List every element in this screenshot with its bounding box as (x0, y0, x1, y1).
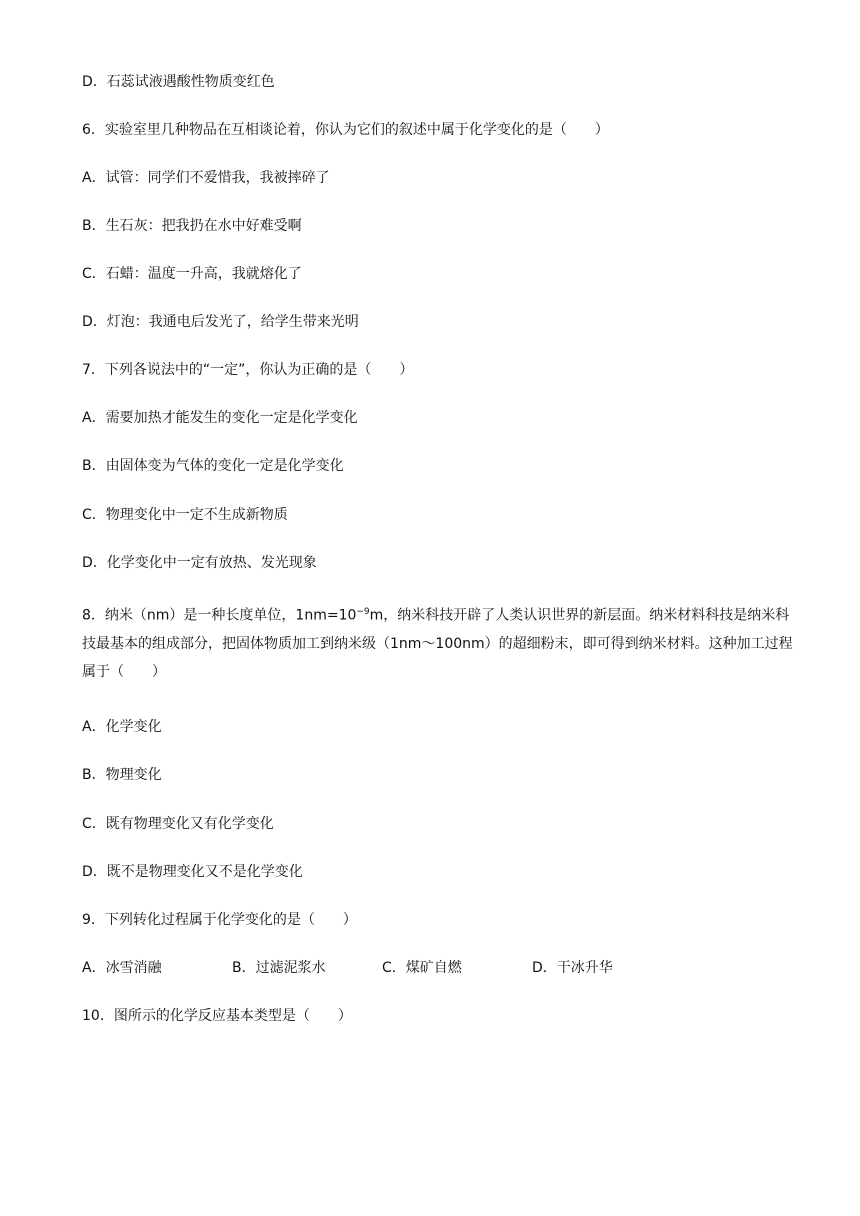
q7-option-b: B．由固体变为气体的变化一定是化学变化 (82, 458, 344, 474)
q8-stem-exponent: −9 (356, 607, 370, 617)
q9-stem: 9．下列转化过程属于化学变化的是（ ） (82, 912, 357, 928)
q8-option-b: B．物理变化 (82, 767, 162, 783)
q6-option-d: D．灯泡：我通电后发光了，给学生带来光明 (82, 314, 359, 330)
q9-options (82, 958, 782, 978)
q7-stem: 7．下列各说法中的“一定”，你认为正确的是（ ） (82, 362, 414, 378)
q9-option-a: A．冰雪消融 (82, 960, 162, 976)
q8-stem-part2: m，纳米科技开辟了人类认识世界的新层面。纳米材料科技是纳米科技最基本的组成部分，把固体物质加工到纳米级（1nm～100nm）的超细粉末，即可得到纳米材料。这种加工过程属于（ ） (82, 607, 793, 680)
q6-stem: 6．实验室里几种物品在互相谈论着，你认为它们的叙述中属于化学变化的是（ ） (82, 122, 609, 138)
q8-option-a: A．化学变化 (82, 719, 162, 735)
q6-option-a: A．试管：同学们不爱惜我，我被摔碎了 (82, 170, 330, 186)
q9-option-d: D．干冰升华 (532, 960, 613, 976)
q9-option-c: C．煤矿自燃 (382, 960, 462, 976)
q9-option-b: B．过滤泥浆水 (232, 960, 326, 976)
q8-stem-part1: 8．纳米（nm）是一种长度单位，1nm=10 (82, 607, 357, 624)
q5-option-d: D．石蕊试液遇酸性物质变红色 (82, 74, 275, 90)
q6-option-c: C．石蜡：温度一升高，我就熔化了 (82, 266, 302, 282)
q8-stem (82, 598, 802, 686)
q6-option-b: B．生石灰：把我扔在水中好难受啊 (82, 218, 302, 234)
q7-option-a: A．需要加热才能发生的变化一定是化学变化 (82, 410, 358, 426)
q7-option-d: D．化学变化中一定有放热、发光现象 (82, 555, 317, 571)
q10-stem: 10．图所示的化学反应基本类型是（ ） (82, 1008, 352, 1024)
q8-option-d: D．既不是物理变化又不是化学变化 (82, 864, 303, 880)
q7-option-c: C．物理变化中一定不生成新物质 (82, 507, 288, 523)
q8-option-c: C．既有物理变化又有化学变化 (82, 816, 274, 832)
